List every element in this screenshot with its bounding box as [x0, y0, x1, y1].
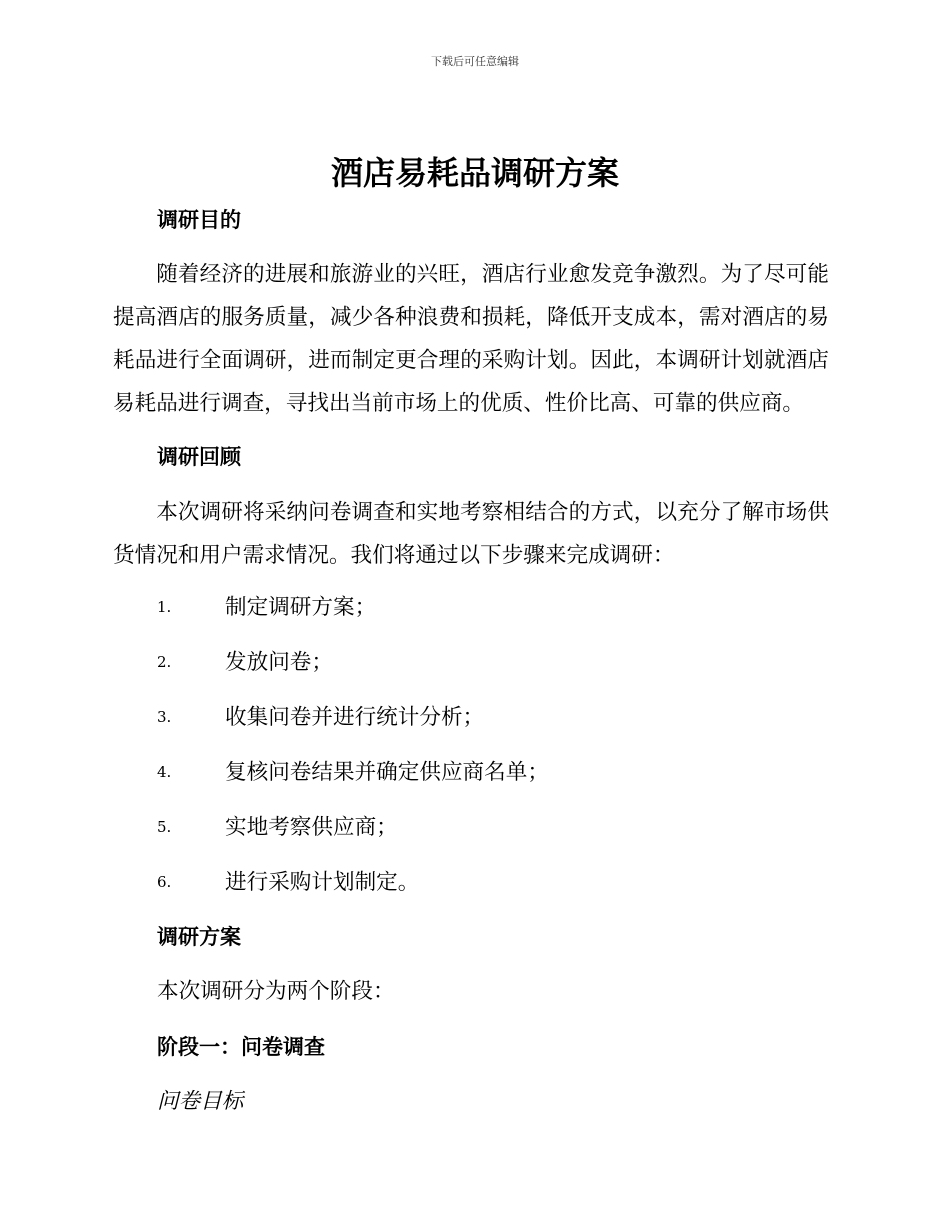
document-title: 酒店易耗品调研方案	[330, 154, 619, 192]
step-item	[157, 690, 807, 745]
section-heading-plan: 调研方案	[157, 925, 241, 949]
step-text: 收集问卷并进行统计分析；	[225, 705, 485, 730]
step-number: 6.	[157, 873, 172, 891]
phase-one-heading: 阶段一：问卷调查	[157, 1035, 325, 1059]
section-heading-purpose: 调研目的	[157, 208, 241, 232]
step-number: 3.	[157, 708, 172, 726]
step-text: 制定调研方案；	[225, 595, 377, 620]
plan-intro: 本次调研分为两个阶段：	[157, 979, 395, 1004]
step-item	[157, 800, 807, 855]
step-item	[157, 745, 807, 800]
section-heading-review: 调研回顾	[157, 445, 241, 469]
step-item	[157, 635, 807, 690]
step-item	[157, 855, 807, 910]
step-text: 进行采购计划制定。	[225, 870, 420, 895]
purpose-paragraph: 随着经济的进展和旅游业的兴旺，酒店行业愈发竞争激烈。为了尽可能提高酒店的服务质量，减少各种浪费和损耗，降低开支成本，需对酒店的易耗品进行全面调研，进而制定更合理的采购计划。因此，本调研计划就酒店易耗品进行调查，寻找出当前市场上的优质、性价比高、可靠的供应商。	[113, 261, 829, 416]
steps-list	[157, 580, 807, 910]
step-text: 发放问卷；	[225, 650, 333, 675]
page-header-note: 下载后可任意编辑	[431, 55, 519, 68]
questionnaire-goal-subheading: 问卷目标	[157, 1089, 244, 1114]
step-number: 1.	[157, 598, 172, 616]
step-text: 复核问卷结果并确定供应商名单；	[225, 760, 549, 785]
step-number: 2.	[157, 653, 172, 671]
step-text: 实地考察供应商；	[225, 815, 398, 840]
review-paragraph: 本次调研将采纳问卷调查和实地考察相结合的方式，以充分了解市场供货情况和用户需求情况。我们将通过以下步骤来完成调研：	[113, 499, 829, 568]
step-number: 5.	[157, 818, 172, 836]
step-number: 4.	[157, 763, 172, 781]
step-item	[157, 580, 807, 635]
